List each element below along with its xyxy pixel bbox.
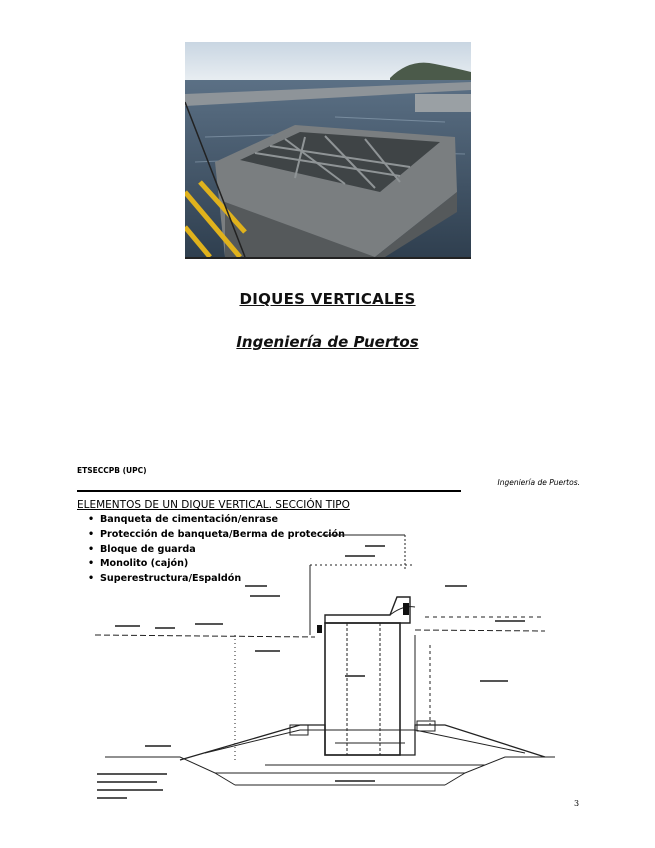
list-item: • Protección de banqueta/Berma de protección [88, 528, 345, 540]
header-divider [77, 490, 461, 492]
institution-label: ETSECCPB (UPC) [77, 466, 147, 475]
list-item: • Banqueta de cimentación/enrase [88, 514, 278, 525]
list-item: • Monolito (cajón) [88, 558, 189, 570]
list-item: • Superestructura/Espaldón [88, 573, 242, 585]
document-subtitle: Ingeniería de Puertos [236, 333, 419, 351]
page-number: 3 [574, 799, 580, 808]
cross-section-drawing [85, 525, 560, 805]
list-item: • Bloque de guarda [88, 543, 196, 555]
document-title: DIQUES VERTICALES [239, 290, 416, 308]
section-title: ELEMENTOS DE UN DIQUE VERTICAL. SECCIÓN TIPO [77, 499, 350, 511]
caisson-photo [185, 42, 471, 259]
course-label: Ingeniería de Puertos. [497, 478, 580, 487]
